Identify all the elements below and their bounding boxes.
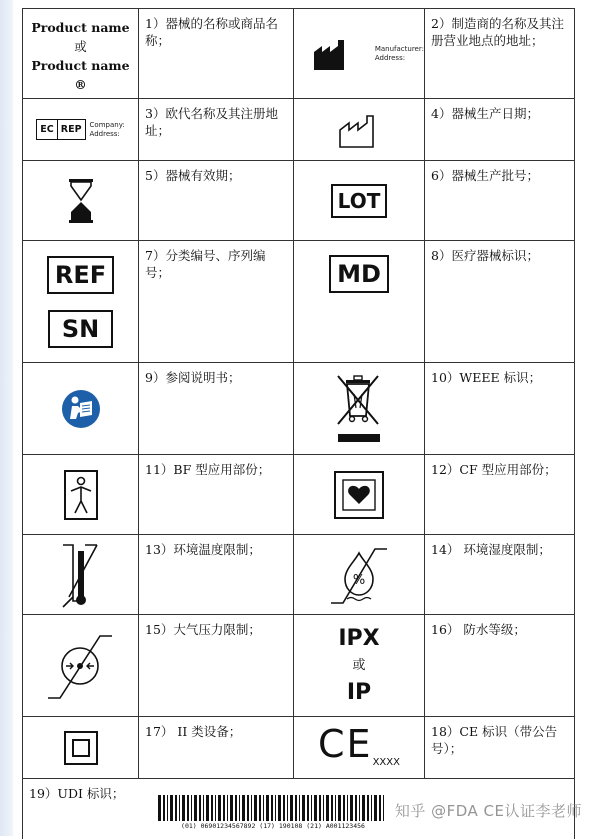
description-cell: 13）环境温度限制； — [139, 535, 294, 615]
ip-or-label: 或 — [352, 657, 366, 673]
type-cf-applied-part-icon — [333, 470, 385, 520]
manufacturer-symbol-cell — [294, 9, 425, 99]
class-ii-equipment-icon — [63, 730, 99, 766]
consult-instructions-icon — [61, 389, 101, 429]
manufacture-date-symbol-cell — [294, 99, 425, 161]
company-address-label: Address: — [89, 129, 120, 138]
table-row — [23, 615, 575, 717]
manufacturer-label: Manufacturer: — [374, 44, 424, 53]
udi-label: 19）UDI 标识； — [29, 786, 125, 801]
atmospheric-pressure-limit-icon — [46, 630, 116, 702]
description-cell: 9）参阅说明书； — [139, 363, 294, 455]
instructions-symbol-cell — [23, 363, 139, 455]
date-of-manufacture-icon — [337, 110, 381, 150]
table-row — [23, 9, 575, 99]
sn-icon: SN — [48, 310, 113, 348]
type-bf-applied-part-icon — [63, 469, 99, 521]
temperature-symbol-cell — [23, 535, 139, 615]
ip-rating-symbol-cell — [294, 615, 425, 717]
description-cell: 3）欧代名称及其注册地址； — [139, 99, 294, 161]
manufacturer-icon — [312, 36, 350, 72]
barcode-human-readable: (01) 06901234567892 (17) 190108 (21) A001123456 — [181, 822, 365, 830]
udi-barcode — [158, 795, 388, 830]
description-cell: 8）医疗器械标识； — [425, 241, 575, 363]
cf-symbol-cell — [294, 455, 425, 535]
hourglass-icon — [68, 178, 94, 224]
table-row — [23, 717, 575, 779]
md-icon: MD — [329, 255, 389, 293]
description-cell: 15）大气压力限制； — [139, 615, 294, 717]
ec-rep-icon — [36, 119, 85, 140]
ec-rep-symbol-cell — [23, 99, 139, 161]
table-row — [23, 241, 575, 363]
ec-label: EC — [37, 120, 57, 139]
ip-label: IP — [346, 679, 372, 705]
description-cell: 2）制造商的名称及其注册营业地点的地址； — [425, 9, 575, 99]
description-cell: 7）分类编号、序列编号； — [139, 241, 294, 363]
table-row — [23, 99, 575, 161]
ref-sn-symbol-cell — [23, 241, 139, 363]
notified-body-number: XXXX — [372, 757, 400, 768]
description-cell: 1）器械的名称或商品名称； — [139, 9, 294, 99]
table-row — [23, 535, 575, 615]
description-cell: 18）CE 标识（带公告号）； — [425, 717, 575, 779]
lot-symbol-cell — [294, 161, 425, 241]
description-cell: 12）CF 型应用部份； — [425, 455, 575, 535]
watermark: 知乎 @FDA CE认证李老师 — [394, 802, 582, 820]
humidity-symbol-cell — [294, 535, 425, 615]
product-name-registered: Product name ® — [31, 57, 130, 92]
description-cell: 10）WEEE 标识； — [425, 363, 575, 455]
description-cell: 6）器械生产批号； — [425, 161, 575, 241]
class-ii-symbol-cell — [23, 717, 139, 779]
md-symbol-cell — [294, 241, 425, 363]
description-cell: 14） 环境湿度限制； — [425, 535, 575, 615]
description-cell: 17） II 类设备； — [139, 717, 294, 779]
product-name-line: Product name — [31, 19, 130, 35]
description-cell: 16） 防水等级； — [425, 615, 575, 717]
barcode-bars — [158, 795, 388, 821]
rep-label: REP — [60, 124, 82, 135]
temperature-limit-icon — [59, 539, 103, 611]
pressure-symbol-cell — [23, 615, 139, 717]
percent-symbol: % — [352, 572, 366, 588]
description-cell: 11）BF 型应用部份； — [139, 455, 294, 535]
product-name-cell — [23, 9, 139, 99]
table-row — [23, 455, 575, 535]
ce-mark-icon: CE — [318, 722, 373, 766]
ipx-label: IPX — [338, 625, 380, 651]
table-row — [23, 363, 575, 455]
humidity-limit-icon — [329, 543, 389, 607]
description-cell: 4）器械生产日期； — [425, 99, 575, 161]
ref-icon: REF — [47, 256, 114, 294]
weee-symbol-cell — [294, 363, 425, 455]
symbol-table — [22, 8, 575, 839]
bf-symbol-cell — [23, 455, 139, 535]
description-cell: 5）器械有效期； — [139, 161, 294, 241]
company-label: Company: — [89, 120, 125, 129]
table-row — [23, 161, 575, 241]
product-name-or: 或 — [74, 38, 87, 54]
weee-bin-icon — [334, 372, 384, 446]
expiry-symbol-cell — [23, 161, 139, 241]
ce-symbol-cell — [294, 717, 425, 779]
lot-icon: LOT — [331, 184, 388, 218]
manufacturer-address-label: Address: — [374, 53, 406, 62]
